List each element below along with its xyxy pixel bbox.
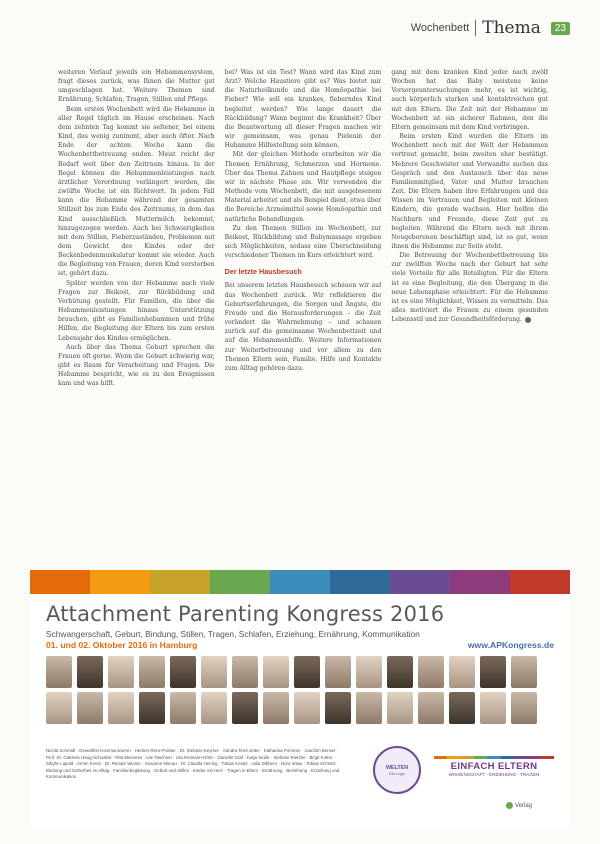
ad-title: Attachment Parenting Kongress 2016 (46, 602, 445, 626)
page-number: 23 (551, 22, 570, 35)
event-date: 01. und 02. Oktober 2016 in Hamburg (46, 640, 198, 650)
speaker-photo (232, 692, 258, 724)
paragraph: Beim ersten Wochenbett wird die Hebamme in aller Regel täglich im Hause erscheinen. Nach dem zehnten Tag kommt sie seltener, bei einem Kind, das wenig zunimmt, aber auch öfter. Nach Ende der achten Woche kann die Wochenbettbetreuung enden. Meist reicht der Bedarf weit über den Zeitraum hinaus. In der Regel können die Hebammenleistungen nach ärztlicher Verordnung verlängert werden, die zwölfte Woche ist ein Richtwert. In jedem Fall kann die Hebamme während der gesamten Stillzeit bis zum Ende des Zeitraums, in dem das Kind ausschließlich Muttermilch bekommt, hinzugezogen werden. Auch bei Schwierigkeiten mit dem Stillen, Fieberzuständen, Problemen mit dem Gewicht des Kindes oder der Beckenbodenmuskulatur kommt sie wieder. Auch die Begleitung von Frauen, deren Kind verstorben ist, gehört dazu. (58, 105, 215, 278)
publisher-name: Verlag (515, 802, 533, 809)
speaker-photo (263, 656, 289, 688)
section-heading: Der letzte Hausbesuch (224, 267, 302, 277)
speaker-photo (263, 692, 289, 724)
stripe-segment (330, 570, 390, 594)
paragraph: Beim ersten Kind wurden die Eltern im Wochenbett noch mit der Welt der Hebammen vertraut gemacht, beim zweiten eher bestätigt. Mehrere Geschwister und Verwandte suchen das Gespräch und den Austausch über das neue Familienmitglied, Vater und Mutter brauchen Zeit. Die Eltern haben ihre Erfahrungen und das Wissen im Vertrauen und Begleiten mit kleinen Kindern, die gerade wachsen. Hier helfen die Nachbarn und Freunde, diese Zeit gut zu begleiten. Während die Eltern noch mit ihrem Neugeborenen beschäftigt sind, ist es gut, wenn ihnen die Hebamme zur Seite steht. (391, 133, 549, 250)
speaker-photo (480, 656, 506, 688)
stripe-segment (30, 570, 90, 594)
article-column-3 (391, 68, 548, 553)
paragraph-text: Die Betreuung der Wochenbettbetreuung bis zur zwölften Woche nach der Geburt hat sehr viele Vorteile für alle Beteiligten. Für die Eltern ist es eine Begleitung, die den Übergang in die neue Lebensphase erleichtert. Für die Hebamme ist es eine Möglichkeit, Wissen zu vermitteln. Das alles motiviert die Frauen zu einem gesunden Lebensstil und zur Gesundheitsförderung. (391, 252, 549, 324)
stripe-segment (270, 570, 330, 594)
speaker-photo (356, 656, 382, 688)
topic-label: Thema (482, 18, 541, 38)
speaker-photo (46, 656, 72, 688)
speaker-portraits (46, 656, 562, 724)
header-divider (475, 20, 476, 36)
paragraph: Mit der gleichen Methode erarbeiten wir die Themen Ernährung, Schmerzen und Hormone. Über das Thema Zahnen und Hautpflege steigen wir in nächste Phase ein. Wir verwenden die Methode vom Wochenbett, die mit ausgelesenem Material arbeitet und als Beispiel dient, etwa über die Bereiche Arzneimittel sowie Homöopathie und natürliche Behandlungen. (224, 151, 382, 223)
stripe-segment (461, 756, 474, 759)
paragraph: weiteren Verlauf jeweils ein Hebammensystem, fragt dieses zurück, was Ihnen die Mutter gut umgeschlagen hat. Weitere Themen sind Ernährung, Schlafen, Tragen, Stillen und Pflege. (58, 69, 215, 104)
speaker-photo (511, 692, 537, 724)
paragraph: Bei unserem letzten Hausbesuch schauen wir auf das Wochenbett zurück. Wir reflektieren die Geburtserfahrungen, die Sorgen und Ängste, die Freude und die Herausforderungen – die Zeit verändert die Wahrnehmung – und schauen zurück auf die gemeinsame Wochenbettzeit und auf die Hebammenhilfe. Weitere Informationen zur Weiterbetreuung und vor allem zu den Themen Eltern sein, Familie, Hilfe und Kontakte zum Alltag gehören dazu. (224, 282, 382, 372)
stripe-segment (527, 756, 540, 759)
stripe-segment (450, 570, 510, 594)
article-body (58, 68, 548, 553)
paragraph: Auch über das Thema Geburt sprechen die Frauen oft gerne. Wenn die Geburt schwierig war, gibt es Raum für Verarbeitung und Fragen. Die Hebamme bespricht, wie es zu den Ereignissen kam und was hilft. (58, 343, 215, 388)
speaker-photo (449, 692, 475, 724)
speaker-photo (325, 692, 351, 724)
badge-title: WELTEN (385, 764, 409, 771)
paragraph (391, 251, 548, 324)
paragraph: gang mit dem kranken Kind jeder nach zwölf Wochen hat das Baby meistens keine Vorsorgeuntersuchungen mehr, es ist wichtig, auch körperlich starken und kontaktreichen gut mit den Eltern. Die Zeit mit der Hebamme im Wochenbett ist ein sicherer Rahmen, den die Eltern gemeinsam mit dem Kind verbringen. (391, 69, 549, 131)
speaker-photo (511, 656, 537, 688)
speaker-photo (170, 692, 196, 724)
stripe-segment (474, 756, 487, 759)
ad-subtitle: Schwangerschaft, Geburt, Bindung, Stillen, Tragen, Schlafen, Erziehung, Ernährung, Kommunikation (46, 629, 420, 639)
speaker-photo (418, 692, 444, 724)
speaker-photo (108, 692, 134, 724)
speaker-photo (418, 656, 444, 688)
section-label: Wochenbett (410, 22, 470, 34)
stripe-segment (501, 756, 514, 759)
brand-subtitle: WISSENSCHAFT · ERZIEHUNG · TRAGEN (448, 772, 540, 777)
stripe-segment (210, 570, 270, 594)
brand-logo (434, 756, 554, 777)
speaker-photo (139, 656, 165, 688)
brand-stripe (434, 756, 554, 759)
speaker-photo (294, 656, 320, 688)
speaker-photo (356, 692, 382, 724)
page-header (411, 18, 570, 38)
speaker-photo (480, 692, 506, 724)
speaker-photo (387, 656, 413, 688)
speaker-photo (449, 656, 475, 688)
end-mark-icon (525, 317, 531, 323)
speaker-photo (201, 656, 227, 688)
stripe-segment (514, 756, 527, 759)
stripe-segment (541, 756, 554, 759)
article-column-2 (225, 68, 382, 553)
award-badge (373, 746, 421, 794)
speaker-photo (46, 692, 72, 724)
speaker-photo (387, 692, 413, 724)
stripe-segment (510, 570, 570, 594)
color-stripe (30, 570, 570, 594)
publisher-logo (506, 802, 532, 809)
speaker-photo (77, 692, 103, 724)
congress-advertisement (30, 570, 570, 828)
stripe-segment (390, 570, 450, 594)
speaker-photo (294, 692, 320, 724)
speaker-photo (325, 656, 351, 688)
stripe-segment (90, 570, 150, 594)
publisher-icon (506, 802, 513, 809)
speaker-list: Nicola Schmidt · Gewaltfrei Kommunizieren · Herbert Renz-Polster · Dr. Stefanie Keymer · Sandra Teml-Jetter · Katharina Pommer · Joachim Bensel · Prof. Dr. Gabriele Haug-Schnabel · Rita Messmer · Ute Taschner · Uta Reimann-Höhn · Danielle Graf · Katja Seide · Stefanie Rietzler · Birgit Kotter · Sibylle Lüpold · Armin Krenz · Dr. Renate Wieser · Susanne Mierau · Dr. Claudia Hennig · Tobias Kestel · Julia Dibbern · Nora Imlau · Tobias Schmitz · Bindung und Sicherheit im Alltag · Familienbegleitung · Geburt und Stillen · Kinder mit Herz · Tragen in Eltern · Ernährung · Beziehung · Erziehung und Kommunikation (46, 748, 340, 779)
stripe-segment (434, 756, 447, 759)
paragraph: Zu den Themen Stillen im Wochenbett, zur Beikost, Rückbildung und Babymassage ergeben sich Möglichkeiten, sodass eine Überschneidung verschiedener Themen im Kurs erleichtert wird. (224, 224, 382, 260)
stripe-segment (447, 756, 460, 759)
badge-subtitle: Ein Logo (389, 770, 405, 776)
paragraph: Später werden von der Hebamme auch viele Fragen zur Beikost, zur Rückbildung und Verhütung gestellt. Für Familien, die über die Hebammenleistungen hinaus Unterstützung brauchen, gibt es Familienhebammen und frühe Hilfen, die Begleitung der Eltern bis zum ersten Lebensjahr des Kindes ermöglichen. (58, 279, 215, 342)
website-link[interactable]: www.APKongress.de (467, 640, 554, 650)
brand-title: EINFACH ELTERN (450, 761, 538, 772)
stripe-segment (150, 570, 210, 594)
speaker-photo (139, 692, 165, 724)
speaker-photo (201, 692, 227, 724)
speaker-photo (170, 656, 196, 688)
speaker-photo (232, 656, 258, 688)
stripe-segment (487, 756, 500, 759)
paragraph: bei? Was ist ein Test? Wann wird das Kind zum Arzt? Welche Haustiere gibt es? Was bietet mir die Naturheilkunde und die Homöopathie bei Fieber? Wie soll ein krankes, fieberndes Kind begleitet werden? Wie lange dauert die Rückbildung? Wann beginnt die Krankheit? Über die Beantwortung all dieser Fragen machen wir wir gemeinsam, was genau Pielenin der Hebamme Hilfestellung sein können. (224, 69, 382, 150)
article-column-1 (58, 68, 215, 553)
speaker-photo (108, 656, 134, 688)
speaker-photo (77, 656, 103, 688)
ad-date-line (46, 640, 554, 650)
